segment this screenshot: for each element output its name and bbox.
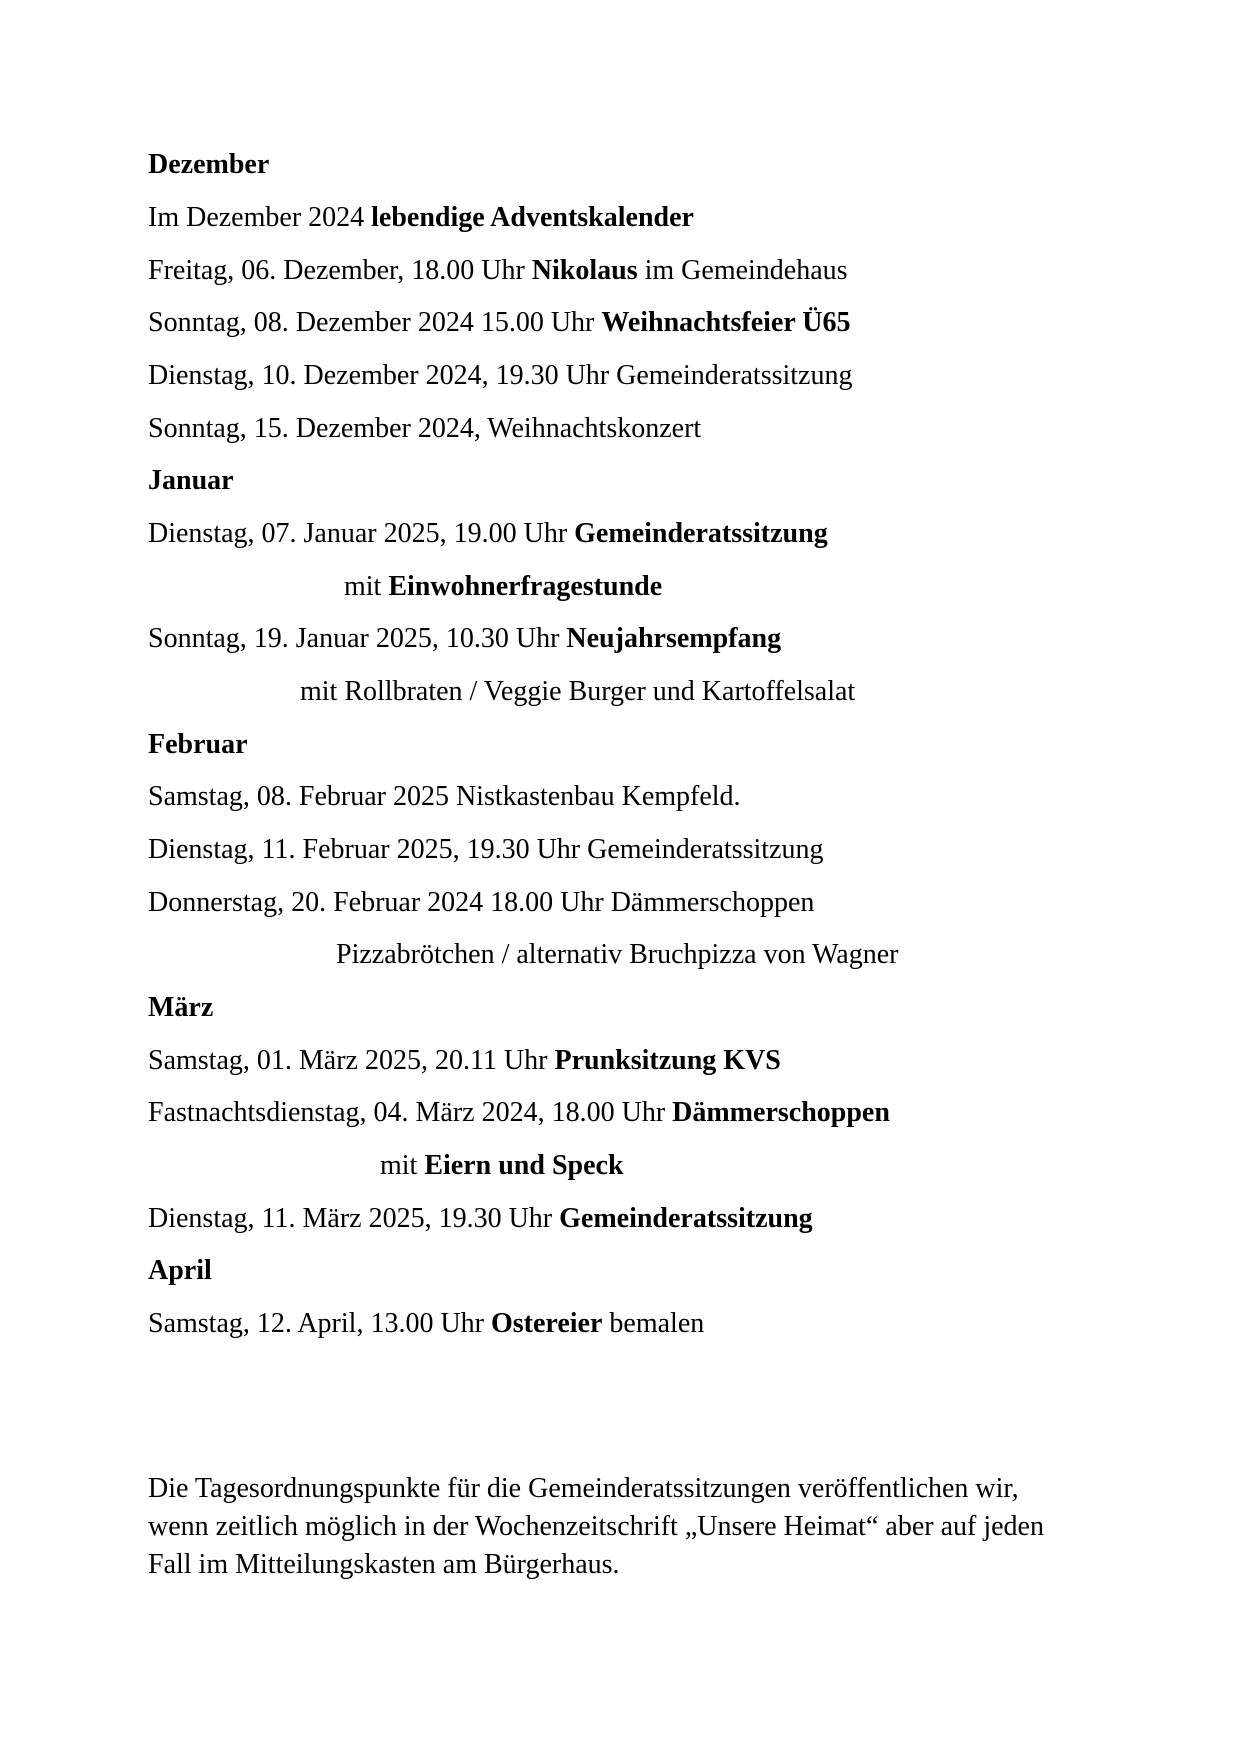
month-heading-januar: Januar [148,465,234,496]
event-line: Sonntag, 15. Dezember 2024, Weihnachtskonzert [148,413,702,444]
event-line: Sonntag, 08. Dezember 2024 15.00 Uhr Weihnachtsfeier Ü65 [148,307,851,338]
event-line: Dienstag, 07. Januar 2025, 19.00 Uhr Gemeinderatssitzung [148,518,828,549]
month-heading-dezember: Dezember [148,149,270,180]
event-line: Donnerstag, 20. Februar 2024 18.00 Uhr Dämmerschoppen [148,887,815,918]
month-heading-april: April [148,1255,212,1286]
event-line: Sonntag, 19. Januar 2025, 10.30 Uhr Neujahrsempfang [148,623,782,654]
event-line: Dienstag, 11. März 2025, 19.30 Uhr Gemeinderatssitzung [148,1203,813,1234]
event-line: Im Dezember 2024 lebendige Adventskalender [148,202,694,233]
event-line: Samstag, 08. Februar 2025 Nistkastenbau Kempfeld. [148,781,741,812]
event-detail-line: mit Rollbraten / Veggie Burger und Kartoffelsalat [300,676,856,707]
event-detail-line: mit Eiern und Speck [380,1150,624,1181]
event-line: Samstag, 01. März 2025, 20.11 Uhr Prunksitzung KVS [148,1045,781,1076]
event-line: Samstag, 12. April, 13.00 Uhr Ostereier bemalen [148,1308,705,1339]
note-line: Fall im Mitteilungskasten am Bürgerhaus. [148,1549,620,1580]
note-line: wenn zeitlich möglich in der Wochenzeitschrift „Unsere Heimat“ aber auf jeden [148,1511,1044,1542]
month-heading-februar: Februar [148,729,248,760]
event-detail-line: Pizzabrötchen / alternativ Bruchpizza von Wagner [336,939,899,970]
event-line: Freitag, 06. Dezember, 18.00 Uhr Nikolaus im Gemeindehaus [148,255,848,286]
agenda-note [148,1470,1148,1584]
note-line: Die Tagesordnungspunkte für die Gemeinderatssitzungen veröffentlichen wir, [148,1473,1019,1504]
event-detail-line: mit Einwohnerfragestunde [344,571,663,602]
month-heading-maerz: März [148,992,214,1023]
event-line: Dienstag, 11. Februar 2025, 19.30 Uhr Gemeinderatssitzung [148,834,824,865]
event-line: Fastnachtsdienstag, 04. März 2024, 18.00 Uhr Dämmerschoppen [148,1097,890,1128]
event-line: Dienstag, 10. Dezember 2024, 19.30 Uhr Gemeinderatssitzung [148,360,853,391]
